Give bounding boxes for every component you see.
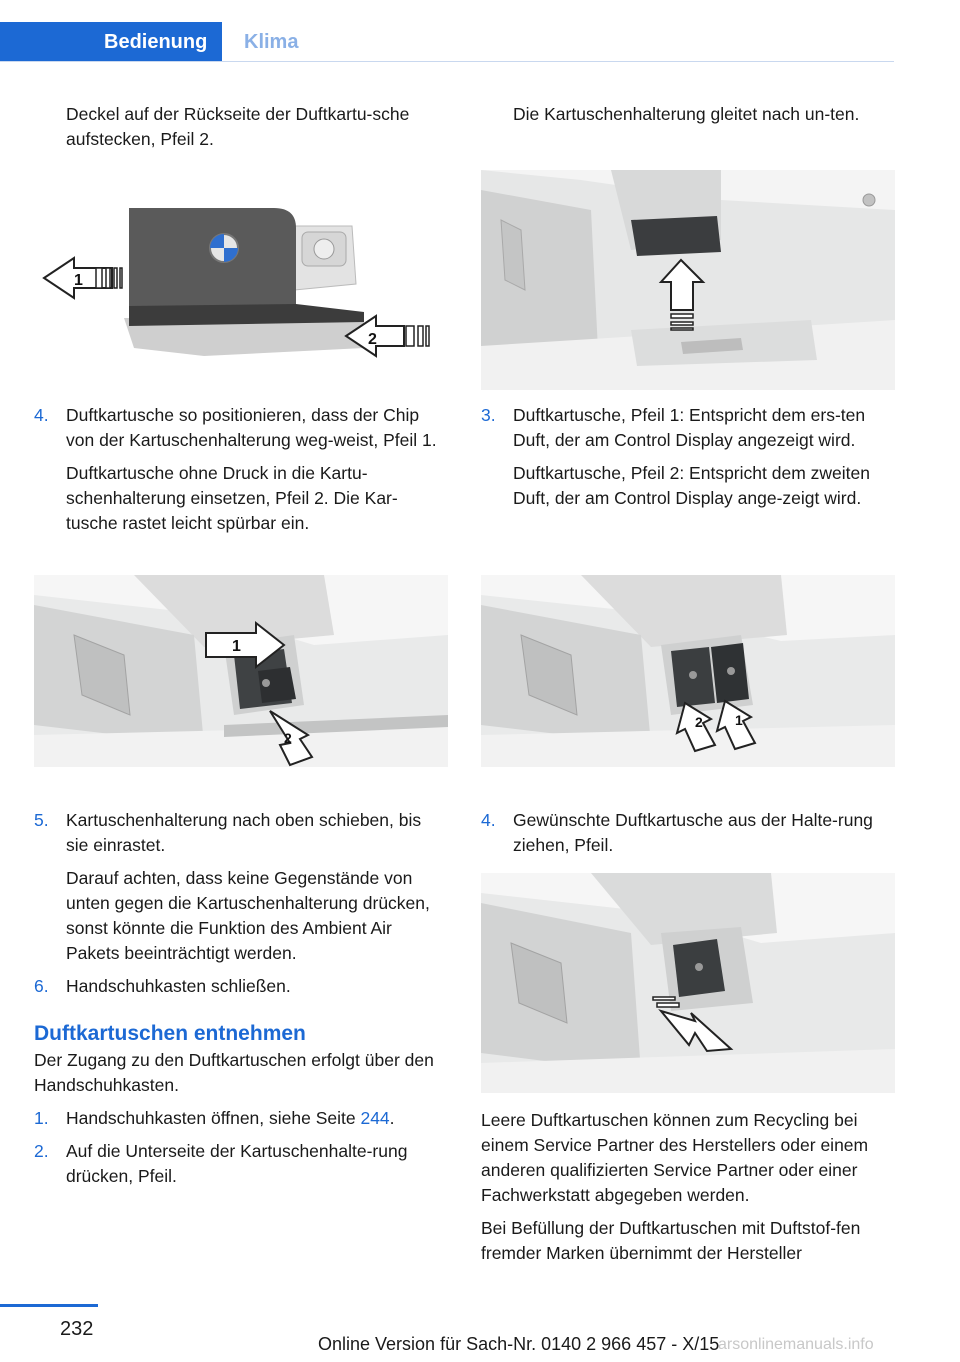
list-item [481, 808, 895, 858]
online-version-text: Online Version für Sach-Nr. 0140 2 966 457 - X/15 [318, 1334, 720, 1354]
figure-pull-cartridge [481, 873, 895, 1093]
figure-arrow-label: 1 [74, 272, 83, 289]
header-tabs [0, 0, 960, 64]
list-number: 1. [34, 1108, 49, 1128]
list-item [34, 1106, 448, 1131]
paragraph-recycling: Leere Duftkartuschen können zum Recycling bei einem Service Partner des Herstellers oder einem anderen qualifizierten Service Partner oder einer Fachwerkstatt abgegeben werden. [481, 1110, 869, 1205]
figure-arrow-label: 2 [695, 714, 703, 730]
list-item [34, 974, 448, 999]
left-step4-block [34, 403, 448, 536]
right-intro-block [481, 102, 895, 127]
list-number: 5. [34, 810, 49, 830]
paragraph-liability: Bei Befüllung der Duftkartuschen mit Duftstof-fen fremder Marken übernimmt der Hersteller [481, 1218, 861, 1263]
list-text: Kartuschenhalterung nach oben schieben, bis sie einrastet. [66, 810, 422, 855]
list-text: Duftkartusche so positionieren, dass der Chip von der Kartuschenhalterung weg-weist, Pfeil 1. [66, 405, 437, 450]
section-intro: Der Zugang zu den Duftkartuschen erfolgt über den Handschuhkasten. [34, 1050, 434, 1095]
figure-arrow-label: 2 [284, 730, 292, 746]
figure-arrow-label: 2 [368, 331, 377, 348]
right-step4-block [481, 808, 895, 858]
right-paragraphs [481, 1108, 895, 1266]
list-item [34, 1139, 448, 1189]
list-number: 4. [34, 405, 49, 425]
left-step5-block [34, 808, 448, 999]
list-text: Duftkartusche, Pfeil 1: Entspricht dem ers-ten Duft, der am Control Display angezeigt wird. [513, 405, 866, 450]
page-link[interactable]: 244 [360, 1108, 390, 1128]
right-step3-block [481, 403, 895, 511]
figure-arrow-label: 1 [232, 638, 241, 655]
footer-divider [0, 1304, 98, 1307]
header-divider [0, 61, 894, 62]
list-subtext: Duftkartusche ohne Druck in die Kartu-schenhalterung einsetzen, Pfeil 2. Die Kar-tusche rastet leicht spürbar ein. [66, 463, 398, 533]
list-number: 4. [481, 810, 496, 830]
watermark: arsonlinemanuals.info [718, 1336, 874, 1353]
list-item [481, 403, 895, 453]
list-number: 3. [481, 405, 496, 425]
list-text-end: . [389, 1108, 395, 1128]
left-intro-text: Deckel auf der Rückseite der Duftkartu-sche aufstecken, Pfeil 2. [66, 104, 410, 149]
section-heading: Duftkartuschen entnehmen [34, 1022, 306, 1045]
figure-insert-cartridge [34, 575, 448, 767]
figure-cartridge-lid [34, 188, 448, 368]
page-number: 232 [60, 1318, 94, 1340]
list-item [34, 403, 448, 453]
list-text: Handschuhkasten öffnen, siehe Seite [66, 1108, 361, 1128]
section-remove [34, 1020, 448, 1189]
list-text: Gewünschte Duftkartusche aus der Halte-rung ziehen, Pfeil. [513, 810, 873, 855]
figure-arrow-label: 1 [735, 712, 743, 728]
list-subtext: Duftkartusche, Pfeil 2: Entspricht dem zweiten Duft, der am Control Display ange-zeigt wird. [513, 463, 870, 508]
right-intro-text: Die Kartuschenhalterung gleitet nach un-ten. [513, 104, 860, 124]
figure-two-cartridges [481, 575, 895, 767]
list-text: Auf die Unterseite der Kartuschenhalte-rung drücken, Pfeil. [66, 1141, 408, 1186]
list-text: Handschuhkasten schließen. [66, 976, 291, 996]
list-item [34, 808, 448, 858]
list-subtext: Darauf achten, dass keine Gegenstände von unten gegen die Kartuschenhalterung drücken, sonst könnte die Funktion des Ambient Air Pakets beeinträchtigt werden. [66, 868, 430, 963]
list-number: 2. [34, 1141, 49, 1161]
figure-holder-slides-down [481, 170, 895, 390]
list-number: 6. [34, 976, 49, 996]
tab-bedienung[interactable]: Bedienung [0, 22, 222, 62]
tab-klima[interactable]: Klima [224, 22, 894, 62]
left-intro-block [34, 102, 448, 152]
